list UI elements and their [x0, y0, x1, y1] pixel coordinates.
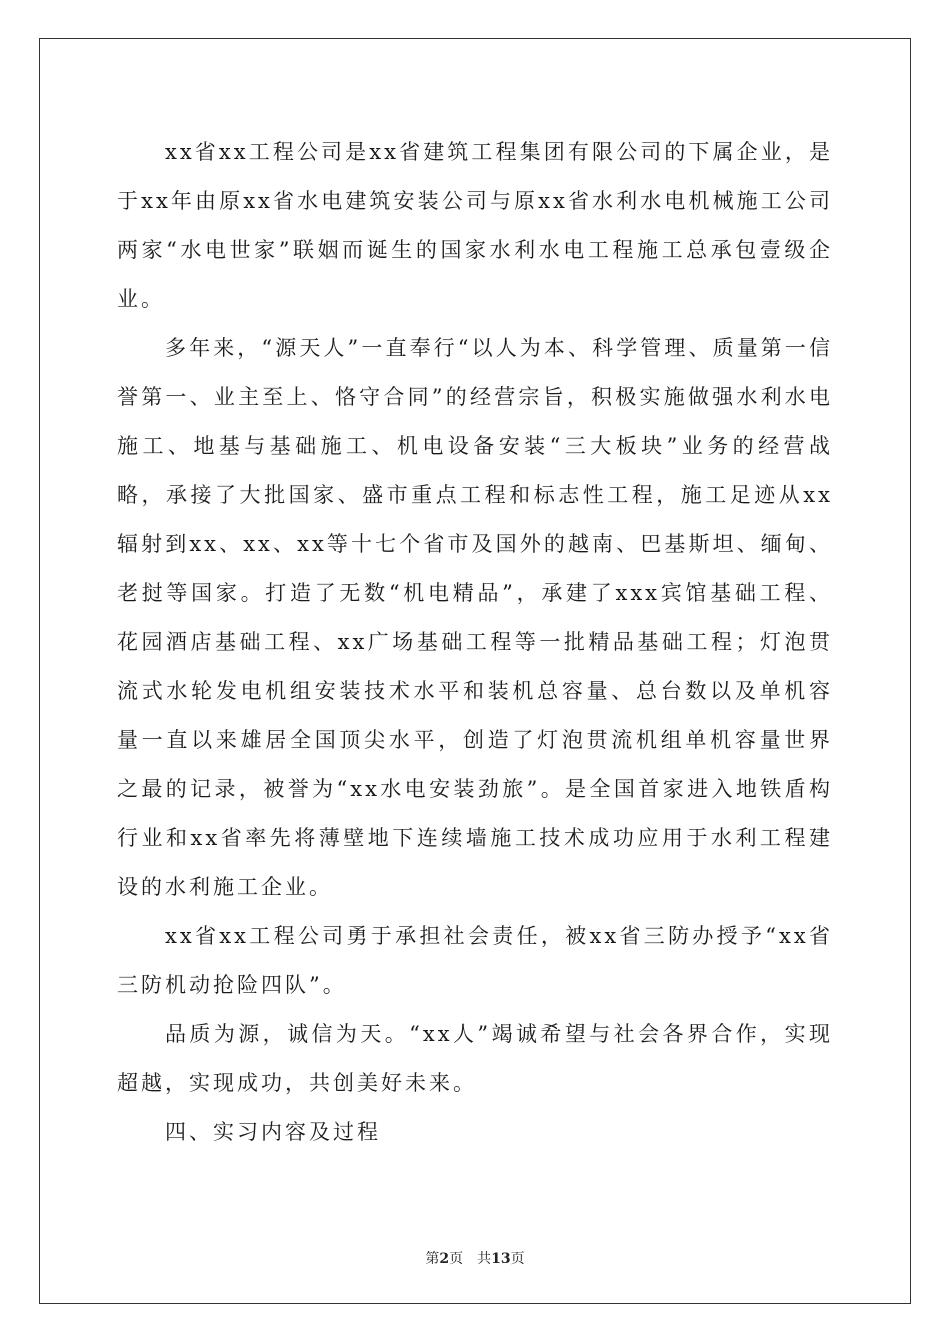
page-prefix: 第	[425, 1251, 440, 1267]
paragraph-company-intro: xx省xx工程公司是xx省建筑工程集团有限公司的下属企业，是于xx年由原xx省水电建筑安装公司与原xx省水利水电机械施工公司两家“水电世家”联姻而诞生的国家水利水电工程施工总承包壹级企业。	[117, 140, 833, 311]
section-heading: 四、实习内容及过程	[165, 1120, 381, 1144]
total-prefix: 共	[477, 1251, 492, 1267]
total-suffix: 页	[510, 1251, 525, 1267]
page-number: 2	[439, 1251, 450, 1267]
document-body	[117, 128, 833, 1157]
paragraph-company-motto: 品质为源，诚信为天。“xx人”竭诚希望与社会各界合作，实现超越，实现成功，共创美好未来。	[117, 1022, 833, 1095]
paragraph-company-history: 多年来，“源天人”一直奉行“以人为本、科学管理、质量第一信誉第一、业主至上、恪守合同”的经营宗旨，积极实施做强水利水电施工、地基与基础施工、机电设备安装“三大板块”业务的经营战略，承接了大批国家、盛市重点工程和标志性工程，施工足迹从xx辐射到xx、xx、xx等十七个省市及国外的越南、巴基斯坦、缅甸、老挝等国家。打造了无数“机电精品”，承建了xxx宾馆基础工程、花园酒店基础工程、xx广场基础工程等一批精品基础工程；灯泡贯流式水轮发电机组安装技术水平和装机总容量、总台数以及单机容量一直以来雄居全国顶尖水平，创造了灯泡贯流机组单机容量世界之最的记录，被誉为“xx水电安装劲旅”。是全国首家进入地铁盾构行业和xx省率先将薄壁地下连续墙施工技术成功应用于水利工程建设的水利施工企业。	[117, 336, 833, 899]
total-pages: 13	[491, 1251, 511, 1267]
paragraph-social-responsibility: xx省xx工程公司勇于承担社会责任，被xx省三防办授予“xx省三防机动抢险四队”。	[117, 924, 833, 997]
page-suffix: 页	[449, 1251, 464, 1267]
page-footer	[0, 1248, 950, 1268]
